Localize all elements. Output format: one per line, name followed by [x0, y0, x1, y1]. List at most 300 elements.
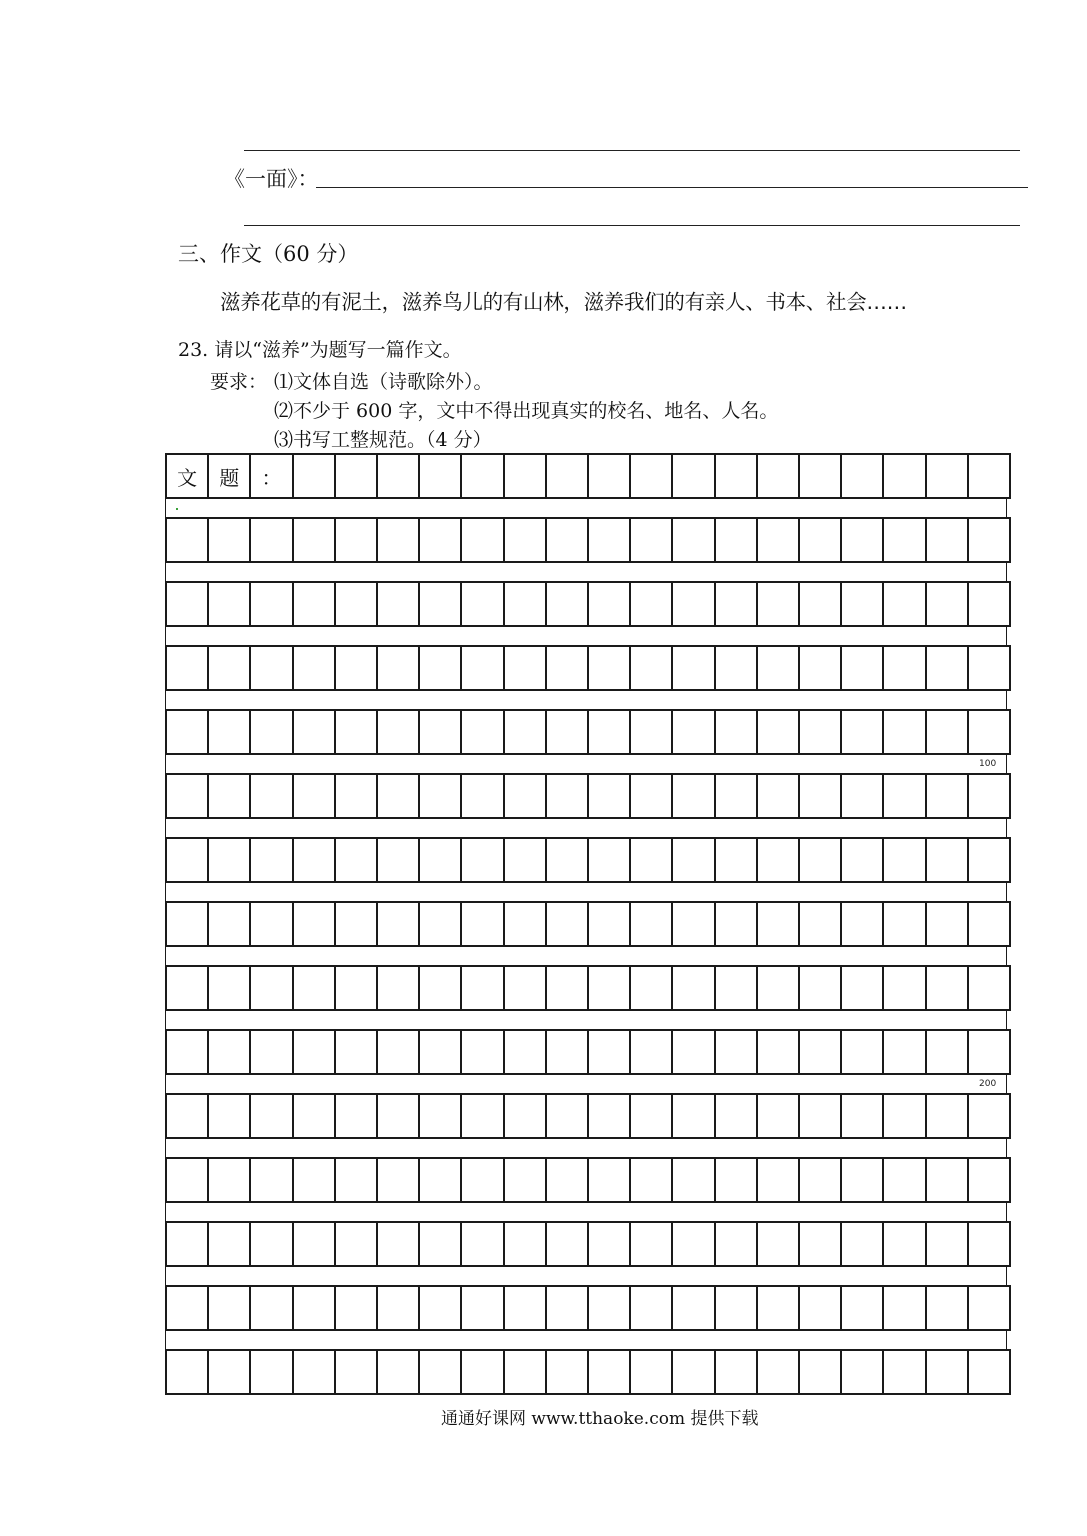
grid-cell[interactable]: [882, 837, 926, 883]
grid-cell[interactable]: [967, 1029, 1011, 1075]
title-cell[interactable]: [587, 453, 631, 499]
grid-cell[interactable]: [798, 709, 842, 755]
grid-cell[interactable]: [334, 645, 378, 691]
grid-cell[interactable]: [545, 1029, 589, 1075]
grid-cell[interactable]: [334, 581, 378, 627]
grid-cell[interactable]: [460, 837, 504, 883]
grid-cell[interactable]: [334, 709, 378, 755]
grid-cell[interactable]: [967, 901, 1011, 947]
grid-cell[interactable]: [756, 1221, 800, 1267]
grid-cell[interactable]: [882, 1157, 926, 1203]
grid-cell[interactable]: [756, 837, 800, 883]
grid-cell[interactable]: [587, 1093, 631, 1139]
grid-cell[interactable]: [714, 581, 758, 627]
grid-cell[interactable]: [840, 837, 884, 883]
grid-cell[interactable]: [418, 901, 462, 947]
grid-cell[interactable]: [545, 1285, 589, 1331]
grid-cell[interactable]: [756, 901, 800, 947]
grid-cell[interactable]: [629, 1221, 673, 1267]
grid-cell[interactable]: [503, 965, 547, 1011]
grid-cell[interactable]: [798, 581, 842, 627]
grid-cell[interactable]: [671, 517, 715, 563]
grid-cell[interactable]: [882, 581, 926, 627]
grid-cell[interactable]: [207, 517, 251, 563]
grid-cell[interactable]: [587, 837, 631, 883]
grid-cell[interactable]: [545, 837, 589, 883]
grid-cell[interactable]: [207, 709, 251, 755]
grid-cell[interactable]: [292, 1029, 336, 1075]
grid-cell[interactable]: [671, 837, 715, 883]
grid-cell[interactable]: [798, 1093, 842, 1139]
grid-cell[interactable]: [292, 1221, 336, 1267]
grid-cell[interactable]: [292, 517, 336, 563]
grid-cell[interactable]: [545, 517, 589, 563]
grid-cell[interactable]: [165, 901, 209, 947]
grid-cell[interactable]: [629, 1349, 673, 1395]
grid-cell[interactable]: [418, 581, 462, 627]
grid-cell[interactable]: [418, 837, 462, 883]
grid-cell[interactable]: [503, 837, 547, 883]
title-cell[interactable]: [629, 453, 673, 499]
grid-cell[interactable]: [460, 1029, 504, 1075]
grid-cell[interactable]: [587, 965, 631, 1011]
grid-cell[interactable]: [165, 645, 209, 691]
grid-cell[interactable]: [882, 773, 926, 819]
grid-cell[interactable]: [207, 965, 251, 1011]
grid-cell[interactable]: [545, 901, 589, 947]
grid-cell[interactable]: [249, 1029, 293, 1075]
grid-cell[interactable]: [376, 901, 420, 947]
grid-cell[interactable]: [334, 1221, 378, 1267]
title-cell[interactable]: [334, 453, 378, 499]
answer-line-1[interactable]: [244, 150, 1020, 151]
grid-cell[interactable]: [587, 901, 631, 947]
grid-cell[interactable]: [925, 1349, 969, 1395]
grid-cell[interactable]: [629, 1029, 673, 1075]
grid-cell[interactable]: [292, 1349, 336, 1395]
grid-cell[interactable]: [714, 965, 758, 1011]
grid-cell[interactable]: [840, 1221, 884, 1267]
title-cell[interactable]: [460, 453, 504, 499]
grid-cell[interactable]: [376, 1285, 420, 1331]
grid-cell[interactable]: [334, 1029, 378, 1075]
grid-cell[interactable]: [292, 581, 336, 627]
grid-cell[interactable]: [503, 709, 547, 755]
grid-cell[interactable]: [503, 581, 547, 627]
grid-cell[interactable]: [798, 1349, 842, 1395]
grid-cell[interactable]: [207, 901, 251, 947]
grid-cell[interactable]: [165, 1349, 209, 1395]
grid-cell[interactable]: [882, 1221, 926, 1267]
title-cell[interactable]: [967, 453, 1011, 499]
grid-cell[interactable]: [840, 901, 884, 947]
grid-cell[interactable]: [967, 1285, 1011, 1331]
grid-cell[interactable]: [165, 1029, 209, 1075]
title-cell[interactable]: [840, 453, 884, 499]
grid-cell[interactable]: [840, 709, 884, 755]
title-cell[interactable]: ：: [249, 453, 293, 499]
grid-cell[interactable]: [165, 709, 209, 755]
grid-cell[interactable]: [840, 1093, 884, 1139]
grid-cell[interactable]: [503, 1157, 547, 1203]
grid-cell[interactable]: [840, 1285, 884, 1331]
grid-cell[interactable]: [756, 1349, 800, 1395]
grid-cell[interactable]: [376, 709, 420, 755]
grid-cell[interactable]: [460, 1093, 504, 1139]
grid-cell[interactable]: [207, 581, 251, 627]
grid-cell[interactable]: [207, 645, 251, 691]
grid-cell[interactable]: [376, 1349, 420, 1395]
grid-cell[interactable]: [460, 901, 504, 947]
grid-cell[interactable]: [334, 517, 378, 563]
title-cell[interactable]: [798, 453, 842, 499]
grid-cell[interactable]: [503, 1349, 547, 1395]
grid-cell[interactable]: [418, 1029, 462, 1075]
grid-cell[interactable]: [925, 1157, 969, 1203]
grid-cell[interactable]: [334, 1349, 378, 1395]
grid-cell[interactable]: [165, 1221, 209, 1267]
grid-cell[interactable]: [967, 1093, 1011, 1139]
grid-cell[interactable]: [249, 1093, 293, 1139]
grid-cell[interactable]: [840, 1029, 884, 1075]
grid-cell[interactable]: [334, 1157, 378, 1203]
grid-cell[interactable]: [967, 517, 1011, 563]
grid-cell[interactable]: [587, 709, 631, 755]
grid-cell[interactable]: [840, 1157, 884, 1203]
grid-cell[interactable]: [460, 965, 504, 1011]
grid-cell[interactable]: [925, 773, 969, 819]
title-cell[interactable]: [671, 453, 715, 499]
grid-cell[interactable]: [460, 1221, 504, 1267]
grid-cell[interactable]: [671, 1157, 715, 1203]
grid-cell[interactable]: [671, 901, 715, 947]
grid-cell[interactable]: [798, 1029, 842, 1075]
grid-cell[interactable]: [418, 1157, 462, 1203]
grid-cell[interactable]: [249, 517, 293, 563]
grid-cell[interactable]: [629, 581, 673, 627]
grid-cell[interactable]: [714, 773, 758, 819]
title-cell[interactable]: [545, 453, 589, 499]
grid-cell[interactable]: [545, 965, 589, 1011]
grid-cell[interactable]: [714, 517, 758, 563]
grid-cell[interactable]: [545, 1221, 589, 1267]
title-cell[interactable]: [714, 453, 758, 499]
grid-cell[interactable]: [292, 837, 336, 883]
grid-cell[interactable]: [545, 581, 589, 627]
grid-cell[interactable]: [249, 901, 293, 947]
grid-cell[interactable]: [629, 773, 673, 819]
grid-cell[interactable]: [798, 773, 842, 819]
grid-cell[interactable]: [334, 837, 378, 883]
grid-cell[interactable]: [671, 1029, 715, 1075]
grid-cell[interactable]: [671, 1221, 715, 1267]
grid-cell[interactable]: [671, 709, 715, 755]
grid-cell[interactable]: [714, 645, 758, 691]
grid-cell[interactable]: [587, 581, 631, 627]
grid-cell[interactable]: [882, 1285, 926, 1331]
grid-cell[interactable]: [334, 965, 378, 1011]
grid-cell[interactable]: [882, 1349, 926, 1395]
grid-cell[interactable]: [165, 517, 209, 563]
title-cell[interactable]: [925, 453, 969, 499]
grid-cell[interactable]: [798, 901, 842, 947]
grid-cell[interactable]: [207, 773, 251, 819]
title-cell[interactable]: [292, 453, 336, 499]
grid-cell[interactable]: [207, 1157, 251, 1203]
grid-cell[interactable]: [545, 709, 589, 755]
grid-cell[interactable]: [376, 581, 420, 627]
grid-cell[interactable]: [714, 1221, 758, 1267]
grid-cell[interactable]: [925, 901, 969, 947]
grid-cell[interactable]: [756, 709, 800, 755]
title-cell[interactable]: 题: [207, 453, 251, 499]
grid-cell[interactable]: [840, 965, 884, 1011]
grid-cell[interactable]: [207, 837, 251, 883]
grid-cell[interactable]: [460, 1349, 504, 1395]
grid-cell[interactable]: [165, 965, 209, 1011]
grid-cell[interactable]: [967, 645, 1011, 691]
grid-cell[interactable]: [756, 1157, 800, 1203]
grid-cell[interactable]: [165, 837, 209, 883]
grid-cell[interactable]: [587, 1029, 631, 1075]
grid-cell[interactable]: [503, 1221, 547, 1267]
grid-cell[interactable]: [967, 1221, 1011, 1267]
grid-cell[interactable]: [165, 773, 209, 819]
grid-cell[interactable]: [292, 1093, 336, 1139]
grid-cell[interactable]: [292, 773, 336, 819]
grid-cell[interactable]: [418, 1093, 462, 1139]
title-cell[interactable]: [376, 453, 420, 499]
grid-cell[interactable]: [714, 709, 758, 755]
grid-cell[interactable]: [967, 965, 1011, 1011]
grid-cell[interactable]: [207, 1029, 251, 1075]
grid-cell[interactable]: [925, 965, 969, 1011]
grid-cell[interactable]: [418, 645, 462, 691]
grid-cell[interactable]: [756, 517, 800, 563]
grid-cell[interactable]: [925, 1221, 969, 1267]
grid-cell[interactable]: [376, 1029, 420, 1075]
grid-cell[interactable]: [418, 965, 462, 1011]
grid-cell[interactable]: [165, 581, 209, 627]
grid-cell[interactable]: [882, 709, 926, 755]
title-cell[interactable]: [418, 453, 462, 499]
grid-cell[interactable]: [967, 709, 1011, 755]
grid-cell[interactable]: [460, 1157, 504, 1203]
grid-cell[interactable]: [756, 965, 800, 1011]
grid-cell[interactable]: [840, 1349, 884, 1395]
grid-cell[interactable]: [460, 517, 504, 563]
grid-cell[interactable]: [671, 773, 715, 819]
grid-cell[interactable]: [756, 1285, 800, 1331]
grid-cell[interactable]: [587, 645, 631, 691]
grid-cell[interactable]: [545, 773, 589, 819]
grid-cell[interactable]: [545, 1157, 589, 1203]
grid-cell[interactable]: [629, 1093, 673, 1139]
grid-cell[interactable]: [503, 517, 547, 563]
grid-cell[interactable]: [882, 901, 926, 947]
grid-cell[interactable]: [207, 1349, 251, 1395]
grid-cell[interactable]: [503, 645, 547, 691]
grid-cell[interactable]: [249, 837, 293, 883]
grid-cell[interactable]: [714, 837, 758, 883]
grid-cell[interactable]: [418, 517, 462, 563]
grid-cell[interactable]: [629, 645, 673, 691]
grid-cell[interactable]: [756, 1029, 800, 1075]
grid-cell[interactable]: [714, 1093, 758, 1139]
grid-cell[interactable]: [249, 709, 293, 755]
grid-cell[interactable]: [587, 517, 631, 563]
grid-cell[interactable]: [587, 1157, 631, 1203]
grid-cell[interactable]: [376, 965, 420, 1011]
grid-cell[interactable]: [249, 1157, 293, 1203]
grid-cell[interactable]: [460, 1285, 504, 1331]
grid-cell[interactable]: [714, 1285, 758, 1331]
grid-cell[interactable]: [418, 709, 462, 755]
grid-cell[interactable]: [503, 773, 547, 819]
grid-cell[interactable]: [925, 1285, 969, 1331]
grid-cell[interactable]: [376, 773, 420, 819]
grid-cell[interactable]: [460, 773, 504, 819]
grid-cell[interactable]: [503, 1093, 547, 1139]
grid-cell[interactable]: [925, 837, 969, 883]
grid-cell[interactable]: [376, 1093, 420, 1139]
grid-cell[interactable]: [587, 1285, 631, 1331]
grid-cell[interactable]: [840, 581, 884, 627]
grid-cell[interactable]: [460, 645, 504, 691]
grid-cell[interactable]: [882, 645, 926, 691]
grid-cell[interactable]: [503, 901, 547, 947]
grid-cell[interactable]: [587, 1349, 631, 1395]
grid-cell[interactable]: [249, 1349, 293, 1395]
grid-cell[interactable]: [376, 645, 420, 691]
grid-cell[interactable]: [671, 1349, 715, 1395]
grid-cell[interactable]: [207, 1221, 251, 1267]
grid-cell[interactable]: [292, 709, 336, 755]
grid-cell[interactable]: [207, 1285, 251, 1331]
grid-cell[interactable]: [249, 773, 293, 819]
grid-cell[interactable]: [376, 837, 420, 883]
grid-cell[interactable]: [629, 965, 673, 1011]
grid-cell[interactable]: [334, 773, 378, 819]
grid-cell[interactable]: [967, 837, 1011, 883]
grid-cell[interactable]: [418, 1221, 462, 1267]
grid-cell[interactable]: [671, 1285, 715, 1331]
grid-cell[interactable]: [249, 581, 293, 627]
grid-cell[interactable]: [292, 1157, 336, 1203]
grid-cell[interactable]: [798, 965, 842, 1011]
grid-cell[interactable]: [418, 773, 462, 819]
grid-cell[interactable]: [503, 1029, 547, 1075]
grid-cell[interactable]: [629, 1157, 673, 1203]
grid-cell[interactable]: [714, 901, 758, 947]
answer-line-3[interactable]: [244, 225, 1020, 226]
grid-cell[interactable]: [545, 1349, 589, 1395]
grid-cell[interactable]: [882, 1029, 926, 1075]
grid-cell[interactable]: [882, 965, 926, 1011]
grid-cell[interactable]: [798, 645, 842, 691]
title-cell[interactable]: [756, 453, 800, 499]
grid-cell[interactable]: [376, 1157, 420, 1203]
grid-cell[interactable]: [967, 1349, 1011, 1395]
grid-cell[interactable]: [460, 709, 504, 755]
grid-cell[interactable]: [334, 1285, 378, 1331]
grid-cell[interactable]: [629, 1285, 673, 1331]
grid-cell[interactable]: [925, 581, 969, 627]
grid-cell[interactable]: [840, 773, 884, 819]
grid-cell[interactable]: [840, 517, 884, 563]
grid-cell[interactable]: [629, 517, 673, 563]
grid-cell[interactable]: [629, 837, 673, 883]
grid-cell[interactable]: [756, 581, 800, 627]
grid-cell[interactable]: [249, 645, 293, 691]
grid-cell[interactable]: [376, 517, 420, 563]
grid-cell[interactable]: [503, 1285, 547, 1331]
grid-cell[interactable]: [165, 1093, 209, 1139]
grid-cell[interactable]: [418, 1285, 462, 1331]
grid-cell[interactable]: [671, 581, 715, 627]
grid-cell[interactable]: [418, 1349, 462, 1395]
grid-cell[interactable]: [925, 1093, 969, 1139]
grid-cell[interactable]: [545, 1093, 589, 1139]
grid-cell[interactable]: [292, 645, 336, 691]
grid-cell[interactable]: [714, 1349, 758, 1395]
grid-cell[interactable]: [882, 517, 926, 563]
grid-cell[interactable]: [756, 773, 800, 819]
title-cell[interactable]: [882, 453, 926, 499]
grid-cell[interactable]: [967, 773, 1011, 819]
grid-cell[interactable]: [714, 1029, 758, 1075]
grid-cell[interactable]: [460, 581, 504, 627]
grid-cell[interactable]: [165, 1285, 209, 1331]
grid-cell[interactable]: [376, 1221, 420, 1267]
grid-cell[interactable]: [587, 1221, 631, 1267]
title-cell[interactable]: [503, 453, 547, 499]
grid-cell[interactable]: [334, 901, 378, 947]
grid-cell[interactable]: [545, 645, 589, 691]
grid-cell[interactable]: [925, 517, 969, 563]
grid-cell[interactable]: [671, 965, 715, 1011]
grid-cell[interactable]: [798, 837, 842, 883]
grid-cell[interactable]: [587, 773, 631, 819]
grid-cell[interactable]: [249, 1285, 293, 1331]
grid-cell[interactable]: [925, 709, 969, 755]
grid-cell[interactable]: [334, 1093, 378, 1139]
grid-cell[interactable]: [925, 1029, 969, 1075]
title-cell[interactable]: 文: [165, 453, 209, 499]
grid-cell[interactable]: [798, 1221, 842, 1267]
grid-cell[interactable]: [967, 581, 1011, 627]
grid-cell[interactable]: [629, 709, 673, 755]
grid-cell[interactable]: [249, 965, 293, 1011]
grid-cell[interactable]: [967, 1157, 1011, 1203]
grid-cell[interactable]: [756, 645, 800, 691]
grid-cell[interactable]: [671, 645, 715, 691]
grid-cell[interactable]: [840, 645, 884, 691]
grid-cell[interactable]: [882, 1093, 926, 1139]
grid-cell[interactable]: [165, 1157, 209, 1203]
grid-cell[interactable]: [207, 1093, 251, 1139]
grid-cell[interactable]: [292, 901, 336, 947]
grid-cell[interactable]: [798, 1285, 842, 1331]
grid-cell[interactable]: [756, 1093, 800, 1139]
grid-cell[interactable]: [292, 965, 336, 1011]
grid-cell[interactable]: [292, 1285, 336, 1331]
grid-cell[interactable]: [249, 1221, 293, 1267]
answer-line-2[interactable]: [316, 187, 1028, 188]
grid-cell[interactable]: [798, 1157, 842, 1203]
grid-cell[interactable]: [798, 517, 842, 563]
grid-cell[interactable]: [629, 901, 673, 947]
